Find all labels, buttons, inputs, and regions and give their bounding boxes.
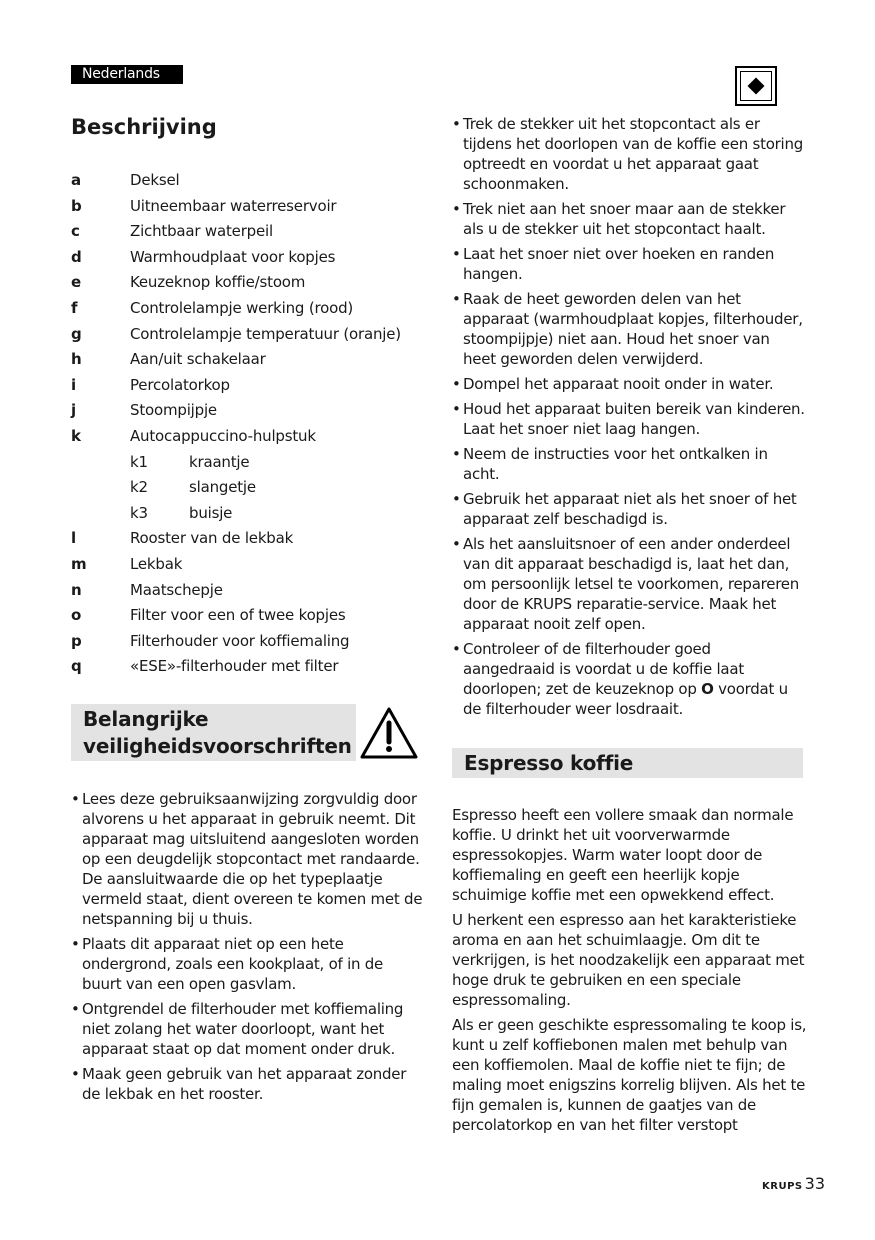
legend-row — [71, 604, 431, 630]
legend-label: «ESE»-filterhouder met filter — [130, 657, 339, 676]
legend-key: a — [71, 171, 81, 189]
legend-key: e — [71, 273, 81, 292]
legend-row — [71, 348, 431, 374]
paragraph: Espresso heeft een vollere smaak dan normale koffie. U drinkt het uit voorverwarmde espressokopjes. Warm water loopt door de koffiemaling en geeft een heerlijk kopje schuimige koffie met een opwekkend effect. — [452, 806, 794, 904]
legend-key: d — [71, 247, 82, 266]
legend-row — [71, 374, 431, 400]
legend-subrow — [71, 476, 431, 502]
legend-subkey: k2 — [130, 478, 148, 497]
bullet-item: • Als het aansluitsnoer of een ander onderdeel van dit apparaat beschadigd is, laat het dan, om persoonlijk letsel te voorkomen, repareren door de KRUPS reparatie-service. Maak het apparaat nooit zelf open. — [452, 534, 806, 634]
legend-row — [71, 220, 431, 246]
diamond-icon — [735, 66, 777, 106]
legend-key: k — [71, 426, 81, 445]
safety-title-line-1: Belangrijke — [83, 707, 209, 731]
bullet-item: • Maak geen gebruik van het apparaat zonder de lekbak en het rooster. — [71, 1064, 423, 1104]
legend-sublabel: kraantje — [189, 452, 250, 471]
page-number: 33 — [804, 1174, 825, 1193]
warning-triangle-icon — [356, 704, 422, 761]
selector-position-o: O — [701, 680, 714, 698]
legend-label: Maatschepje — [130, 580, 223, 599]
bullet-item: • Neem de instructies voor het ontkalken in acht. — [452, 444, 806, 484]
legend-label: Zichtbaar waterpeil — [130, 222, 273, 241]
legend-label: Controlelampje temperatuur (oranje) — [130, 324, 401, 343]
language-label: Nederlands — [71, 65, 183, 84]
legend-key: n — [71, 580, 82, 599]
legend-subrow — [71, 502, 431, 528]
bullet-item: • Ontgrendel de filterhouder met koffiemaling niet zolang het water doorloopt, want het apparaat staat op dat moment onder druk. — [71, 999, 423, 1059]
legend-label: Lekbak — [130, 554, 183, 573]
legend-row — [71, 425, 431, 451]
espresso-body — [452, 805, 808, 1140]
legend-subrow — [71, 451, 431, 477]
legend-key: i — [71, 375, 76, 394]
bullet-item: • Trek de stekker uit het stopcontact als er tijdens het doorlopen van de koffie een storing optreedt en voordat u het apparaat gaat schoonmaken. — [452, 114, 806, 194]
bullet-item: • Plaats dit apparaat niet op een hete ondergrond, zoals een kookplaat, of in de buurt van een open gasvlam. — [71, 934, 423, 994]
legend-row — [71, 527, 431, 553]
description-title: Beschrijving — [71, 115, 217, 139]
bullet-item: • Raak de heet geworden delen van het apparaat (warmhoudplaat kopjes, filterhouder, stoompijpje) niet aan. Houd het snoer van heet geworden delen verwijderd. — [452, 289, 806, 369]
legend-row — [71, 297, 431, 323]
page-footer — [762, 1174, 825, 1193]
legend-row — [71, 246, 431, 272]
legend-key: o — [71, 606, 82, 625]
bullet-item: • Dompel het apparaat nooit onder in water. — [452, 374, 806, 394]
safety-bullets-right — [452, 114, 806, 724]
legend-key: l — [71, 529, 76, 548]
legend-row — [71, 169, 431, 195]
safety-bullets-left — [71, 789, 423, 1109]
legend-label: Controlelampje werking (rood) — [130, 298, 354, 317]
legend-row — [71, 579, 431, 605]
legend-label: Autocappuccino-hulpstuk — [130, 426, 316, 445]
legend-label: Percolatorkop — [130, 375, 230, 394]
legend-subkey: k3 — [130, 503, 148, 522]
bullet-item: • Laat het snoer niet over hoeken en randen hangen. — [452, 244, 806, 284]
espresso-heading-box — [452, 748, 803, 778]
brand-logo: KRUPS — [762, 1181, 803, 1192]
paragraph: U herkent een espresso aan het karakteristieke aroma en aan het schuimlaagje. Om dit te verkrijgen, is het noodzakelijk een apparaat met hoge druk te gebruiken en een speciale espressomaling. — [452, 911, 805, 1009]
espresso-title: Espresso koffie — [464, 751, 634, 775]
legend-subkey: k1 — [130, 452, 148, 471]
legend-key: p — [71, 631, 82, 650]
paragraph: Als er geen geschikte espressomaling te koop is, kunt u zelf koffiebonen malen met behulp van een koffiemolen. Maal de koffie niet te fijn; de maling moet enigszins korrelig blijven. Als het te fijn gemalen is, kunnen de gaatjes van de percolatorkop en van het filter verstopt — [452, 1016, 807, 1134]
parts-legend — [71, 169, 431, 681]
legend-row — [71, 323, 431, 349]
bullet-item: • Gebruik het apparaat niet als het snoer of het apparaat zelf beschadigd is. — [452, 489, 806, 529]
legend-label: Keuzeknop koffie/stoom — [130, 273, 306, 292]
bullet-item — [452, 639, 806, 719]
safety-title — [83, 706, 352, 760]
legend-key: h — [71, 350, 82, 369]
bullet-item: • Houd het apparaat buiten bereik van kinderen. Laat het snoer niet laag hangen. — [452, 399, 806, 439]
safety-title-line-2: veiligheidsvoorschriften — [83, 734, 352, 758]
legend-row — [71, 630, 431, 656]
legend-row — [71, 553, 431, 579]
legend-sublabel: slangetje — [189, 478, 256, 497]
legend-key: g — [71, 324, 82, 343]
legend-row — [71, 195, 431, 221]
bullet-text: Controleer of de filterhouder goed aangedraaid is voordat u de koffie laat doorlopen; zet de keuzeknop op — [463, 640, 744, 698]
legend-label: Rooster van de lekbak — [130, 529, 294, 548]
legend-label: Stoompijpje — [130, 401, 217, 420]
legend-label: Warmhoudplaat voor kopjes — [130, 247, 336, 266]
bullet-text: voordat u de filterhouder weer losdraait. — [463, 680, 788, 718]
legend-key: j — [71, 401, 76, 420]
legend-row — [71, 655, 431, 681]
legend-label: Aan/uit schakelaar — [130, 350, 266, 369]
legend-key: q — [71, 657, 82, 676]
legend-label: Filterhouder voor koffiemaling — [130, 631, 350, 650]
legend-label: Uitneembaar waterreservoir — [130, 196, 337, 215]
safety-heading-box — [71, 704, 422, 761]
legend-key: m — [71, 554, 87, 573]
bullet-item: • Trek niet aan het snoer maar aan de stekker als u de stekker uit het stopcontact haalt. — [452, 199, 806, 239]
legend-key: f — [71, 298, 78, 317]
legend-row — [71, 271, 431, 297]
legend-row — [71, 399, 431, 425]
bullet-item: • Lees deze gebruiksaanwijzing zorgvuldig door alvorens u het apparaat in gebruik neemt. Dit apparaat mag uitsluitend aangesloten worden op een deugdelijk stopcontact met randaarde. De aansluitwaarde die op het typeplaatje vermeld staat, dient overeen te komen met de netspanning bij u thuis. — [71, 789, 423, 929]
legend-key: c — [71, 222, 80, 241]
legend-sublabel: buisje — [189, 503, 233, 522]
legend-key: b — [71, 196, 82, 215]
legend-label: Deksel — [130, 171, 180, 189]
legend-label: Filter voor een of twee kopjes — [130, 606, 346, 625]
